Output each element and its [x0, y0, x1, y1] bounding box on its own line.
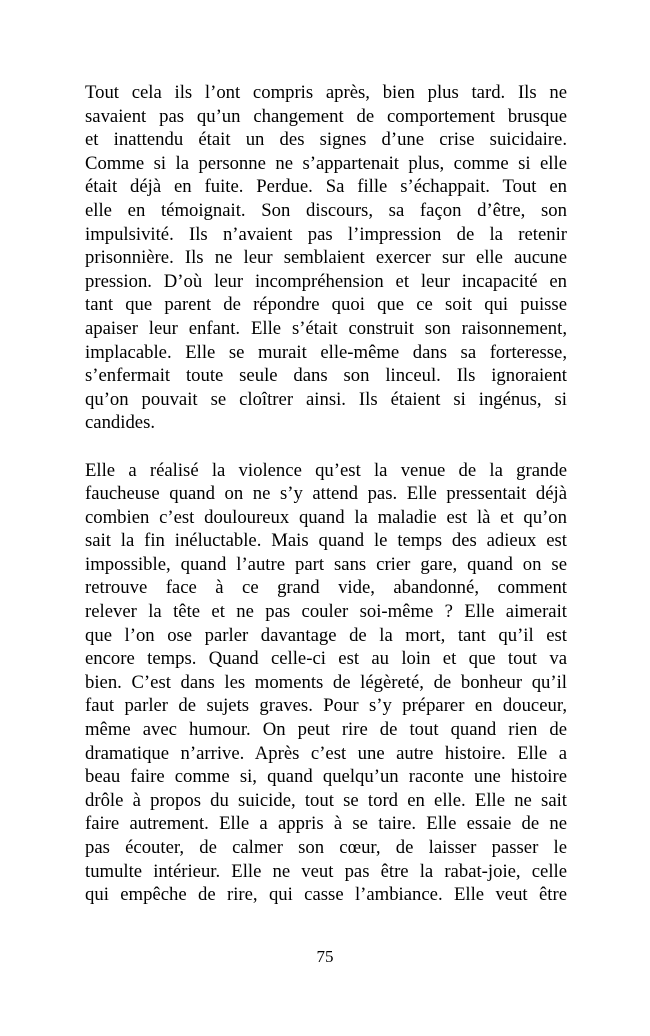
text-line: savaient pas qu’un changement de comportement brusque — [85, 105, 567, 127]
text-line: était déjà en fuite. Perdue. Sa fille s’échappait. Tout en — [85, 176, 567, 198]
text-line: faucheuse quand on ne s’y attend pas. Elle pressentait déjà — [85, 483, 567, 505]
text-line: apaiser leur enfant. Elle s’était construit son raisonnement, — [85, 317, 567, 339]
text-line: qu’on pouvait se cloîtrer ainsi. Ils étaient si ingénus, si — [85, 388, 567, 410]
page-number: 75 — [316, 947, 334, 966]
text-line: sait la fin inéluctable. Mais quand le temps des adieux est — [85, 530, 567, 552]
text-line: même avec humour. On peut rire de tout quand rien de — [85, 719, 567, 741]
text-line: elle en témoignait. Son discours, sa façon d’être, son — [85, 199, 567, 221]
text-line: dramatique n’arrive. Après c’est une autre histoire. Elle a — [85, 742, 567, 764]
text-line: que l’on ose parler davantage de la mort, tant qu’il est — [85, 624, 567, 646]
text-line: beau faire comme si, quand quelqu’un raconte une histoire — [85, 766, 567, 788]
paragraph-spacer — [85, 435, 567, 459]
text-line: pas écouter, de calmer son cœur, de laisser passer le — [85, 837, 567, 858]
text-line: retrouve face à ce grand vide, abandonné, comment — [85, 577, 567, 599]
text-line: relever la tête et ne pas couler soi-même ? Elle aimerait — [85, 601, 567, 623]
text-line: s’enfermait toute seule dans son linceul. Ils ignoraient — [85, 365, 567, 387]
paragraph-2 — [85, 459, 567, 907]
text-line: Tout cela ils l’ont compris après, bien plus tard. Ils ne — [85, 82, 567, 103]
text-line: bien. C’est dans les moments de légèreté, de bonheur qu’il — [85, 671, 567, 693]
text-line: prisonnière. Ils ne leur semblaient exercer sur elle aucune — [85, 247, 567, 269]
text-line: candides. — [85, 412, 156, 434]
text-line: impulsivité. Ils n’avaient pas l’impression de la retenir — [85, 223, 567, 245]
text-line: faire autrement. Elle a appris à se taire. Elle essaie de ne — [85, 813, 567, 835]
text-line: impossible, quand l’autre part sans crier gare, quand on se — [85, 553, 567, 575]
text-line: encore temps. Quand celle-ci est au loin et que tout va — [85, 648, 567, 670]
text-line: pression. D’où leur incompréhension et leur incapacité en — [85, 270, 567, 292]
text-line: et inattendu était un des signes d’une crise suicidaire. — [85, 129, 567, 151]
text-line: qui empêche de rire, qui casse l’ambiance. Elle veut être — [85, 884, 567, 906]
body-text — [85, 81, 567, 907]
text-line: combien c’est douloureux quand la maladie est là et qu’on — [85, 506, 567, 528]
text-line: Elle a réalisé la violence qu’est la venue de la grande — [85, 459, 567, 481]
text-line: tant que parent de répondre quoi que ce soit qui puisse — [85, 294, 567, 316]
text-line: drôle à propos du suicide, tout se tord en elle. Elle ne sait — [85, 789, 567, 811]
text-line: Comme si la personne ne s’appartenait plus, comme si elle — [85, 152, 567, 174]
paragraph-1 — [85, 81, 567, 435]
text-line: implacable. Elle se murait elle-même dans sa forteresse, — [85, 341, 567, 363]
text-line: faut parler de sujets graves. Pour s’y préparer en douceur, — [85, 695, 567, 717]
text-line: tumulte intérieur. Elle ne veut pas être la rabat-joie, celle — [85, 860, 567, 882]
